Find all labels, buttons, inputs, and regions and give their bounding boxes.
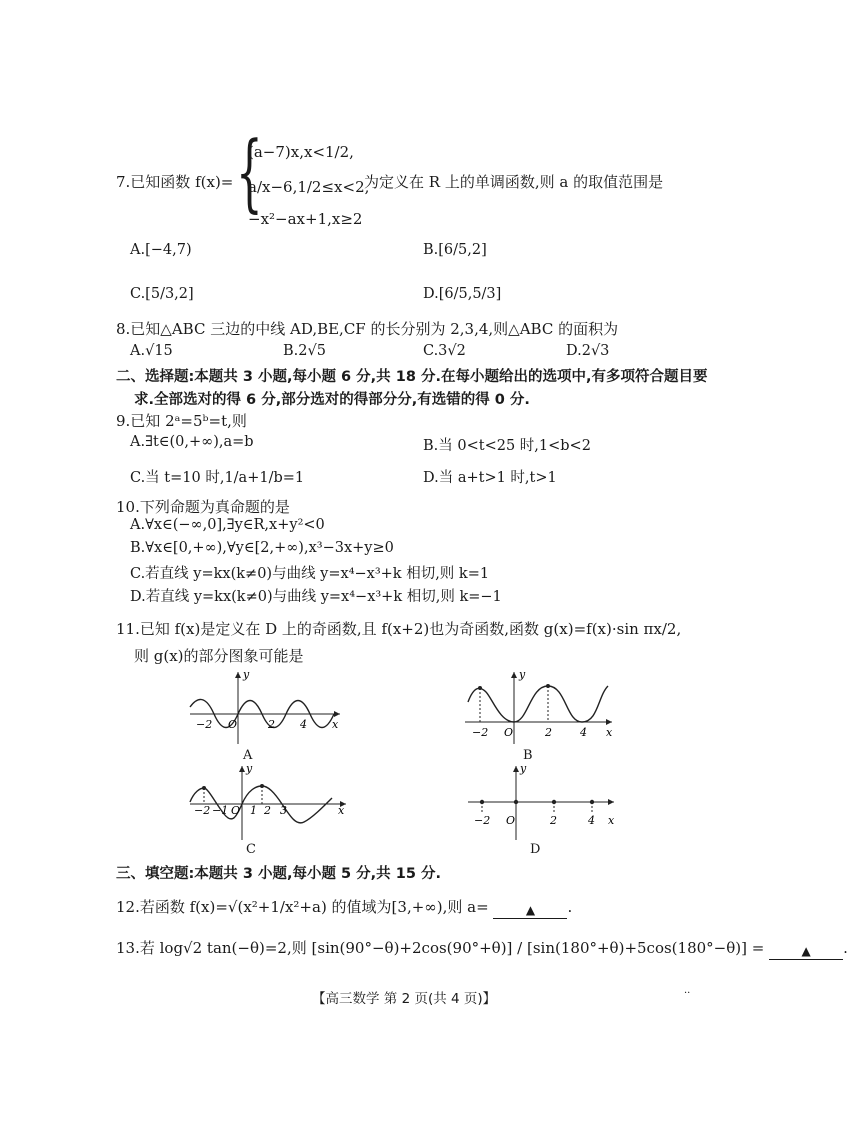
q10-stem: 10.下列命题为真命题的是 [116, 498, 290, 516]
graph-b-tick-4: 4 [580, 726, 587, 739]
q7-brace: { [236, 123, 263, 221]
graph-c-x-label: x [338, 804, 345, 817]
q13-fraction: [sin(90°−θ)+2cos(90°+θ)] / [sin(180°+θ)+5cos(180°−θ)] = [311, 939, 765, 957]
q7-suffix: 为定义在 R 上的单调函数,则 a 的取值范围是 [364, 173, 664, 191]
q13-answer-blank[interactable] [769, 941, 843, 960]
graph-a-caption: A [243, 748, 253, 763]
section-2-header: 二、选择题:本题共 3 小题,每小题 6 分,共 18 分.在每小题给出的选项中,有多项符合题目要 [116, 369, 708, 385]
q7-case2: a/x−6,1/2≤x<2, [248, 178, 370, 196]
q8-stem: 8.已知△ABC 三边的中线 AD,BE,CF 的长分别为 2,3,4,则△ABC 的面积为 [116, 320, 619, 338]
graph-c-caption: C [246, 842, 256, 857]
q10-option-d: D.若直线 y=kx(k≠0)与曲线 y=x⁴−x³+k 相切,则 k=−1 [130, 589, 502, 605]
section-3-header: 三、填空题:本题共 3 小题,每小题 5 分,共 15 分. [116, 866, 441, 882]
q12-answer-blank[interactable] [493, 900, 567, 919]
q8-option-b: B.2√5 [283, 343, 326, 359]
q8-option-a: A.√15 [130, 343, 173, 359]
graph-d-x-label: x [608, 814, 615, 827]
graph-b [460, 666, 620, 750]
q7-prefix: 7.已知函数 f(x)= [116, 173, 234, 191]
q9-stem: 9.已知 2ᵃ=5ᵇ=t,则 [116, 412, 247, 430]
q10-option-b: B.∀x∈[0,+∞),∀y∈[2,+∞),x³−3x+y≥0 [130, 540, 394, 556]
q8-option-c: C.3√2 [423, 343, 466, 359]
graph-a-tick-4: 4 [300, 718, 307, 731]
q12-stem-text: 12.若函数 f(x)=√(x²+1/x²+a) 的值域为[3,+∞),则 a= [116, 898, 489, 916]
graph-c-origin: O [231, 804, 241, 817]
section-2-header-cont: 求.全部选对的得 6 分,部分选对的得部分分,有选错的得 0 分. [134, 392, 530, 408]
graph-a-origin: O [228, 718, 238, 731]
graph-d-caption: D [530, 842, 541, 857]
q9-option-a: A.∃t∈(0,+∞),a=b [130, 434, 254, 450]
graph-d-y-label: y [520, 762, 527, 775]
graph-b-tick-2: 2 [545, 726, 552, 739]
graph-c-y-label: y [246, 762, 253, 775]
footer-mark: ·· [684, 988, 691, 999]
q7-option-a: A.[−4,7) [130, 242, 192, 258]
graph-b-origin: O [504, 726, 514, 739]
graph-a-y-label: y [243, 668, 250, 681]
graph-c-tick-3: 3 [280, 804, 287, 817]
q11-stem-cont: 则 g(x)的部分图象可能是 [134, 647, 304, 665]
q7-option-b: B.[6/5,2] [423, 242, 487, 258]
graph-c-tick-neg2: −2 [194, 804, 211, 817]
graph-b-curve [468, 686, 608, 722]
graph-c-tick-2: 2 [264, 804, 271, 817]
q7-option-d: D.[6/5,5/3] [423, 286, 502, 302]
graph-d-origin: O [506, 814, 516, 827]
q11-stem: 11.已知 f(x)是定义在 D 上的奇函数,且 f(x+2)也为奇函数,函数 g(x)=f(x)·sin πx/2, [116, 620, 682, 638]
q13-end: . [843, 939, 848, 957]
q7-case1: (a−7)x,x<1/2, [248, 143, 354, 161]
graph-a-x-label: x [332, 718, 339, 731]
q9-option-d: D.当 a+t>1 时,t>1 [423, 470, 557, 486]
graph-c [186, 762, 356, 846]
q7-option-c: C.[5/3,2] [130, 286, 194, 302]
graph-b-tick-neg2: −2 [472, 726, 489, 739]
q13-answer-mark: ▲ [801, 944, 811, 958]
graph-b-caption: B [523, 748, 533, 763]
q9-option-c: C.当 t=10 时,1/a+1/b=1 [130, 470, 305, 486]
graph-d-tick-neg2: −2 [474, 814, 491, 827]
q8-option-d: D.2√3 [566, 343, 610, 359]
q13-stem-text: 13.若 log√2 tan(−θ)=2,则 [116, 939, 307, 957]
q12-answer-mark: ▲ [525, 903, 536, 917]
q10-option-a: A.∀x∈(−∞,0],∃y∈R,x+y²<0 [130, 517, 325, 533]
graph-a-tick-2: 2 [268, 718, 275, 731]
graph-a-tick-neg2: −2 [196, 718, 213, 731]
graph-c-tick-neg1: −1 [212, 804, 229, 817]
graph-c-tick-1: 1 [250, 804, 257, 817]
graph-d-tick-4: 4 [588, 814, 595, 827]
q12-end: . [567, 898, 573, 916]
page-footer: 【高三数学 第 2 页(共 4 页)】 [312, 991, 497, 1007]
graph-b-y-label: y [519, 668, 526, 681]
graph-d [466, 762, 626, 846]
q9-option-b: B.当 0<t<25 时,1<b<2 [423, 438, 591, 454]
q12-stem [116, 896, 572, 917]
q7-case3: −x²−ax+1,x≥2 [248, 210, 363, 228]
graph-a [180, 666, 350, 750]
q13-stem [116, 937, 848, 958]
graph-b-x-label: x [606, 726, 613, 739]
graph-d-tick-2: 2 [550, 814, 557, 827]
q10-option-c: C.若直线 y=kx(k≠0)与曲线 y=x⁴−x³+k 相切,则 k=1 [130, 566, 490, 582]
